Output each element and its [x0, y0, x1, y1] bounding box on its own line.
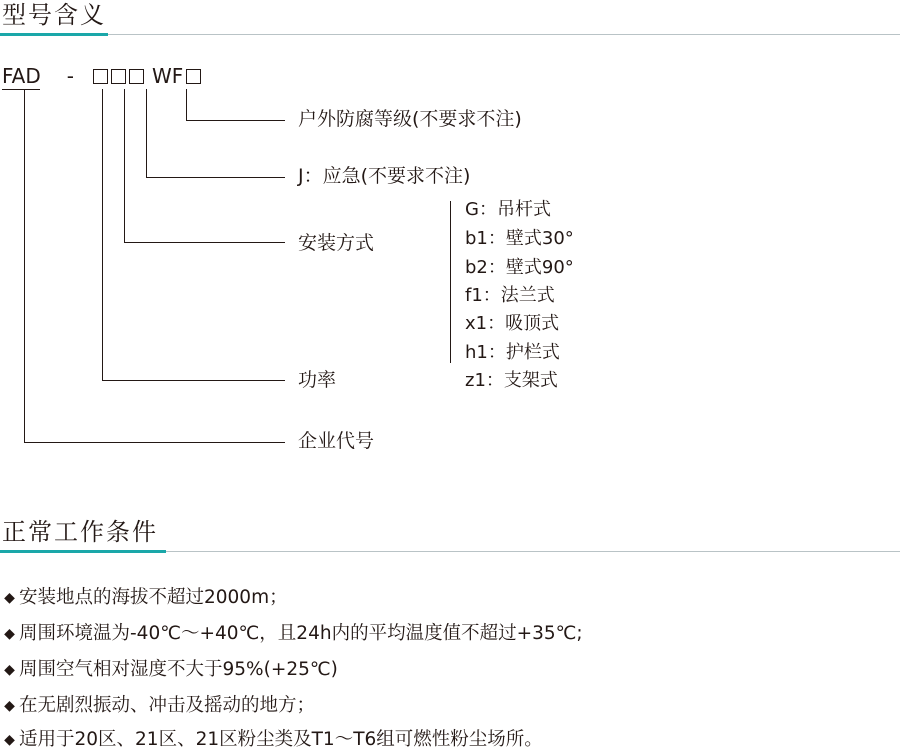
- model-suffix: WF: [151, 64, 184, 88]
- section-divider: [0, 34, 900, 35]
- code-box-2: [111, 69, 126, 84]
- install-option: G：吊杆式: [465, 199, 551, 220]
- condition-item: ◆ 安装地点的海拔不超过2000m；: [4, 587, 288, 608]
- install-option: b2：壁式90°: [465, 257, 574, 278]
- install-option: b1：壁式30°: [465, 228, 574, 249]
- install-options-bar: [450, 201, 451, 363]
- section-title-model: 型号含义: [2, 1, 106, 29]
- model-code: [2, 65, 201, 87]
- diamond-bullet-icon: ◆: [4, 590, 15, 606]
- section-title-conditions: 正常工作条件: [2, 518, 158, 546]
- code-box-4: [186, 69, 201, 84]
- connector-horizontal-3: [146, 177, 285, 178]
- connector-horizontal-1: [102, 380, 285, 381]
- code-box-3: [129, 69, 144, 84]
- diamond-bullet-icon: ◆: [4, 732, 15, 748]
- branch-label-company-code: 企业代号: [298, 430, 375, 452]
- model-prefix: FAD: [2, 64, 41, 88]
- connector-vertical-wf: [186, 89, 187, 121]
- diamond-bullet-icon: ◆: [4, 626, 15, 642]
- condition-item: ◆ 在无剧烈振动、冲击及摇动的地方；: [4, 695, 316, 716]
- condition-item: ◆ 周围空气相对湿度不大于95%(+25℃): [4, 659, 338, 680]
- connector-horizontal-wf: [186, 120, 285, 121]
- section-accent-bar: [0, 33, 108, 36]
- connector-vertical-3: [146, 89, 147, 178]
- model-dash: -: [66, 64, 74, 88]
- branch-label-emergency: J：应急(不要求不注): [298, 165, 471, 187]
- code-box-1: [93, 69, 108, 84]
- install-option: x1：吸顶式: [465, 313, 560, 334]
- install-option: f1：法兰式: [465, 285, 555, 306]
- condition-item: ◆ 周围环境温为-40℃～+40℃，且24h内的平均温度值不超过+35℃;: [4, 623, 583, 644]
- diamond-bullet-icon: ◆: [4, 662, 15, 678]
- section-accent-bar: [0, 550, 166, 553]
- branch-label-install-method: 安装方式: [298, 232, 375, 254]
- install-option: z1：支架式: [465, 370, 558, 391]
- diamond-bullet-icon: ◆: [4, 698, 15, 714]
- connector-vertical-2: [124, 89, 125, 243]
- connector-horizontal-2: [124, 242, 285, 243]
- install-option: h1：护栏式: [465, 342, 560, 363]
- connector-vertical-fad: [24, 89, 25, 443]
- fad-underline: [2, 89, 40, 90]
- branch-label-anticorrosion: 户外防腐等级(不要求不注): [298, 108, 522, 130]
- connector-horizontal-fad: [24, 442, 285, 443]
- connector-vertical-1: [102, 89, 103, 381]
- branch-label-power: 功率: [298, 369, 337, 391]
- condition-item: ◆ 适用于20区、21区、21区粉尘类及T1～T6组可燃性粉尘场所。: [4, 729, 543, 750]
